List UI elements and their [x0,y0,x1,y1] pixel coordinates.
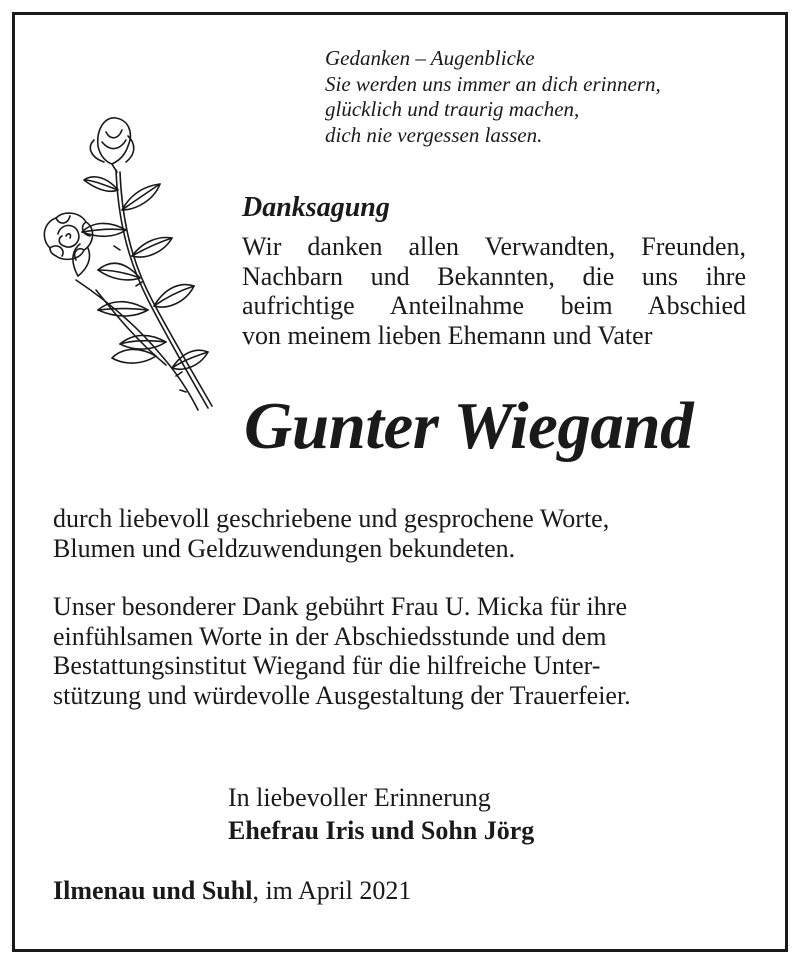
poem-line: Sie werden uns immer an dich erinnern, [325,71,661,96]
intro-line: von meinem lieben Ehemann und Vater [242,320,653,350]
cities: Ilmenau und Suhl [53,876,253,905]
poem [325,46,661,148]
paragraph-line: Blumen und Geldzuwendungen bekundeten. [53,533,516,563]
rose-icon [36,110,221,420]
paragraph-2 [53,592,631,710]
signatories: Ehefrau Iris und Sohn Jörg [228,816,535,845]
paragraph-line: Unser besonderer Dank gebührt Frau U. Micka für ihre [53,592,627,621]
intro-text [242,232,746,350]
memory-line: In liebevoller Erinnerung [228,783,491,812]
poem-line: Gedanken – Augenblicke [325,46,535,70]
paragraph-line: durch liebevoll geschriebene und gesprochene Worte, [53,504,610,533]
paragraph-line: einfühlsamen Worte in der Abschiedsstunde und dem [53,621,607,651]
poem-line: glücklich und traurig machen, [325,97,580,121]
heading: Danksagung [242,192,390,223]
intro-line: Nachbarn und Bekannten, die uns ihre [242,261,746,291]
place-date [53,876,411,906]
poem-line: dich nie vergessen lassen. [325,122,543,147]
paragraph-line: Bestattungsinstitut Wiegand für die hilfreiche Unter- [53,651,601,680]
date: , im April 2021 [252,876,412,905]
intro-line: aufrichtige Anteilnahme beim Abschied [242,291,746,320]
memory-block [228,781,534,847]
intro-line: Wir danken allen Verwandten, Freunden, [242,232,746,261]
paragraph-line: stützung und würdevolle Ausgestaltung der Trauerfeier. [53,680,631,710]
paragraph-1 [53,504,609,563]
deceased-name: Gunter Wiegand [244,389,694,463]
